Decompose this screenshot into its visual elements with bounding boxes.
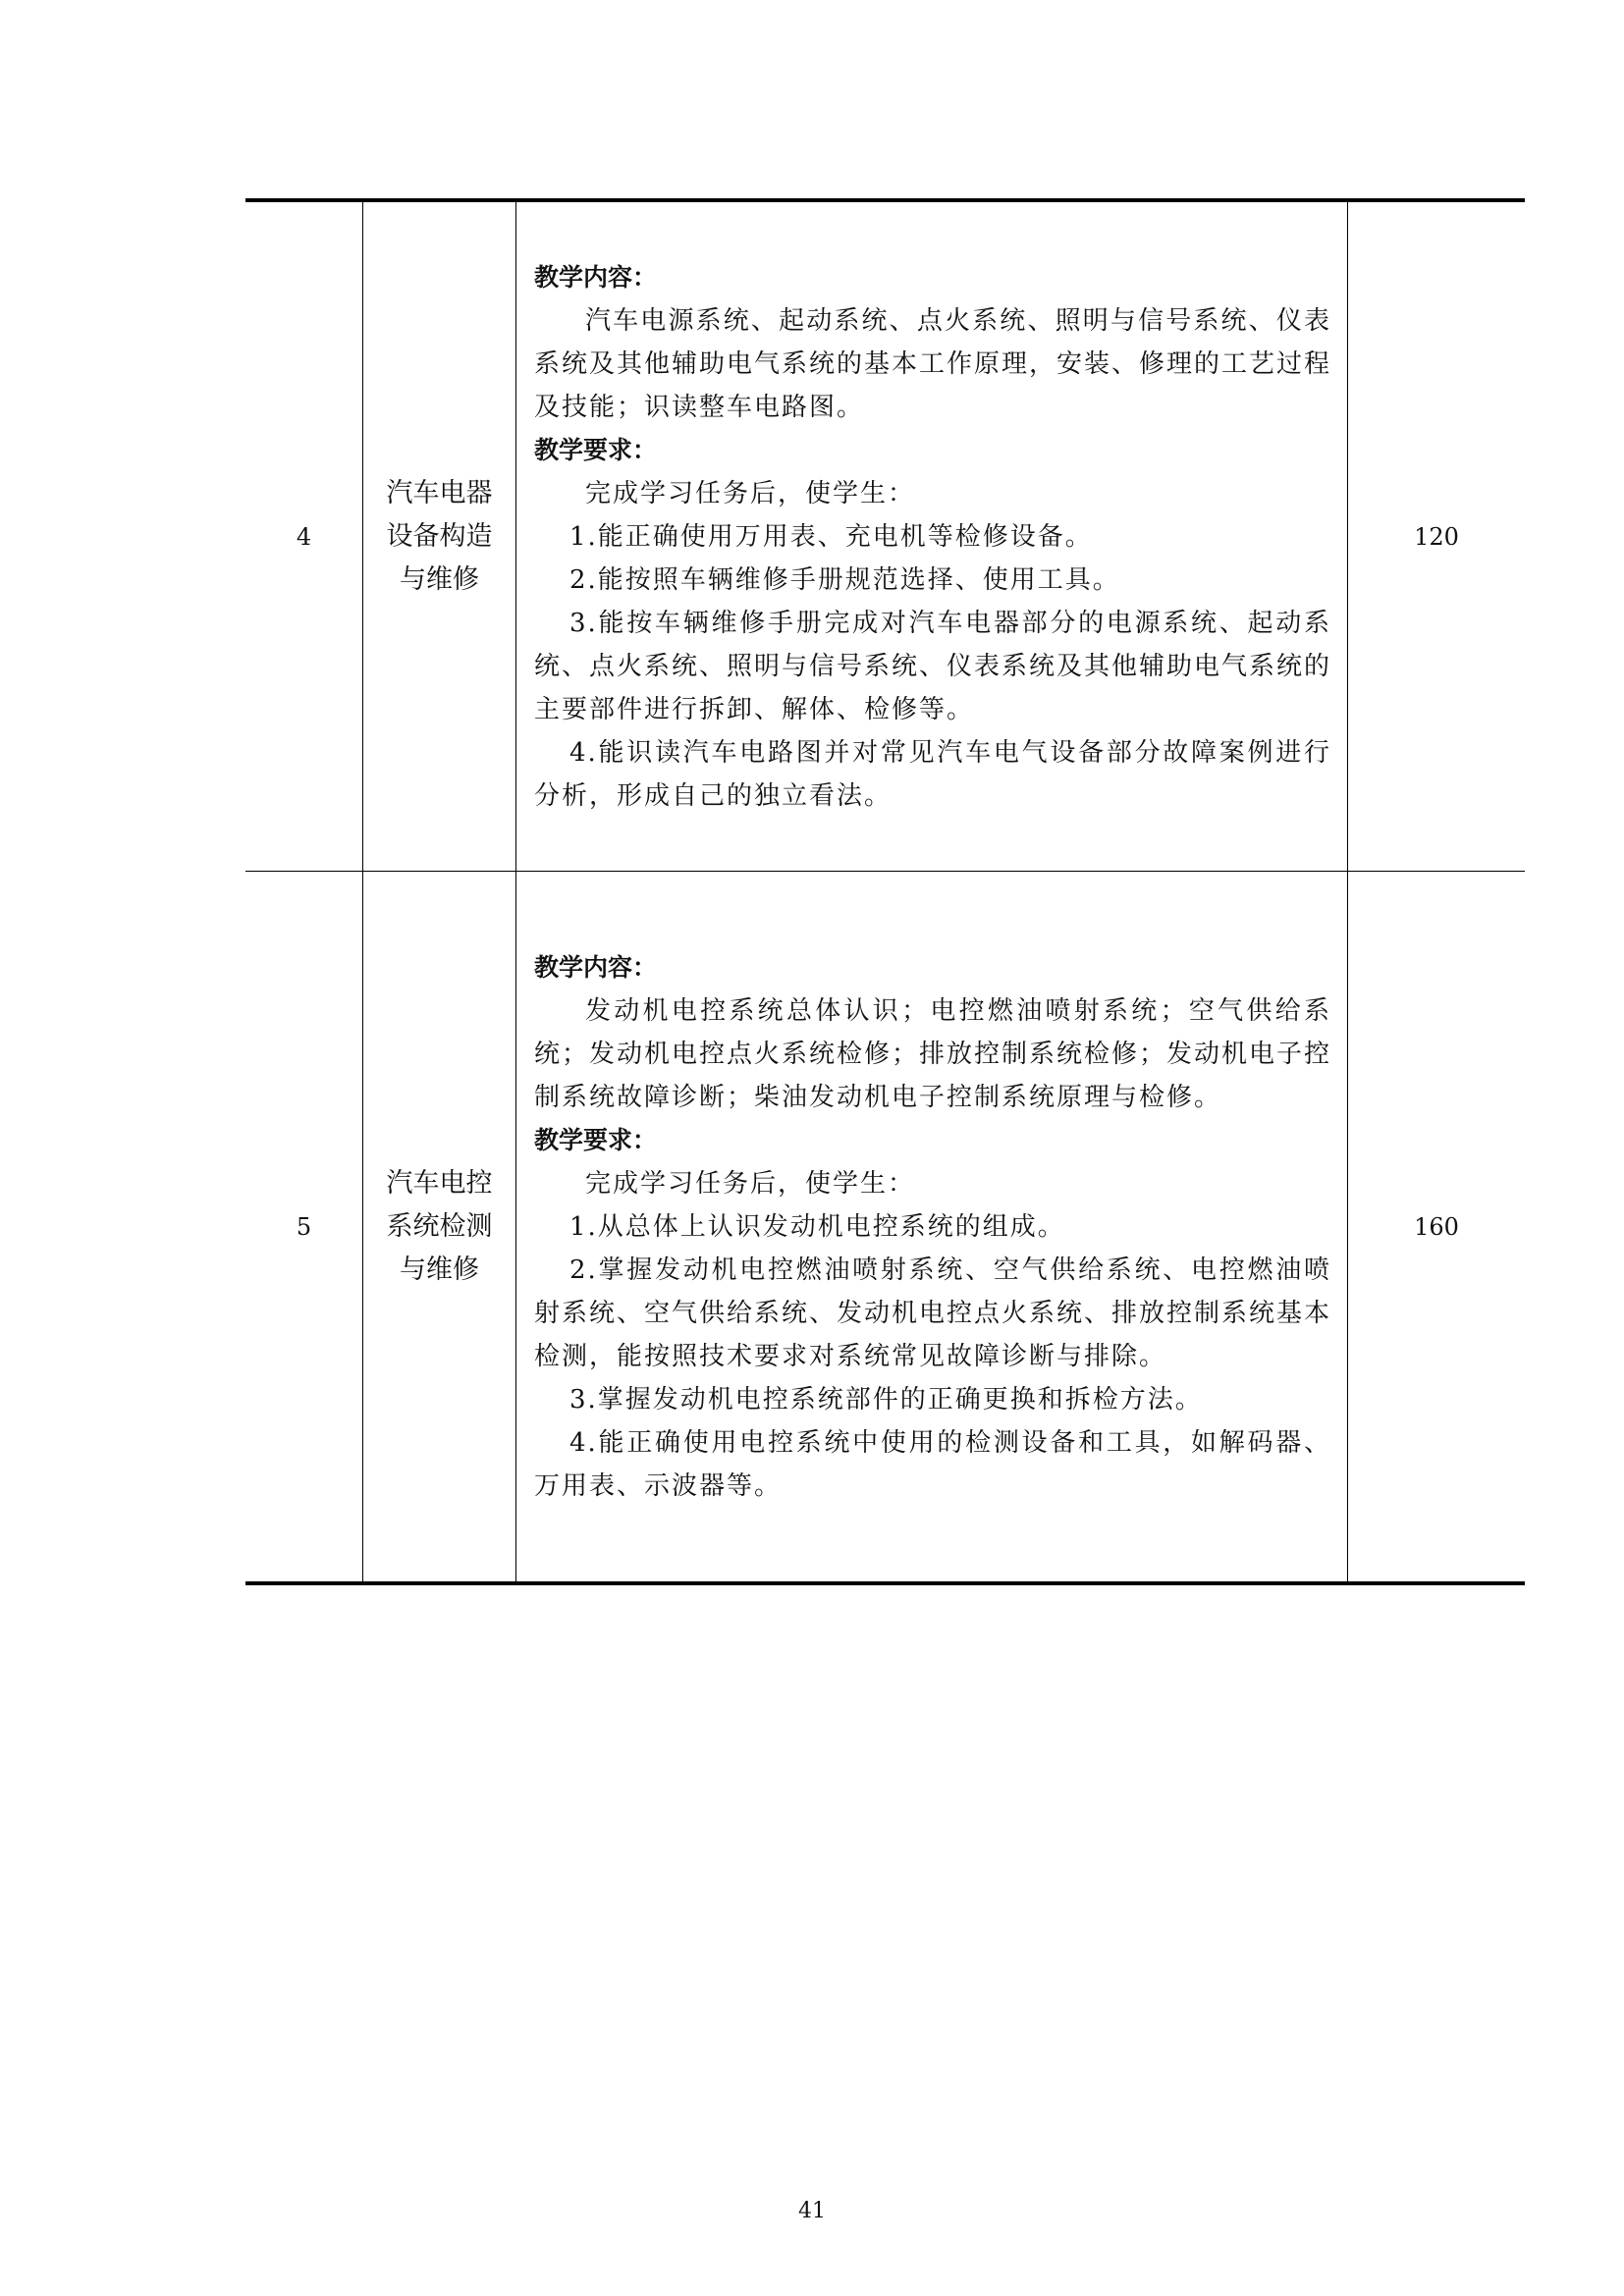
course-seq: 4: [245, 200, 363, 872]
requirement-intro: 完成学习任务后，使学生：: [585, 478, 916, 508]
requirement-item: 1.从总体上认识发动机电控系统的组成。: [569, 1211, 1065, 1242]
course-table: [245, 198, 1525, 1585]
course-name-line: 设备构造: [386, 520, 493, 552]
requirement-item: 3.掌握发动机电控系统部件的正确更换和拆检方法。: [569, 1384, 1203, 1415]
table-row: [245, 200, 1525, 872]
requirement-intro: 完成学习任务后，使学生：: [585, 1168, 916, 1199]
course-content: [516, 200, 1348, 872]
content-heading: 教学内容：: [534, 952, 658, 982]
course-hours: 160: [1348, 872, 1526, 1584]
course-name-line: 与维修: [400, 563, 479, 595]
course-name-line: 汽车电控: [386, 1167, 493, 1199]
requirement-item: 4.能正确使用电控系统中使用的检测设备和工具，如解码器、万用表、示波器等。: [534, 1427, 1331, 1501]
content-text: 汽车电源系统、起动系统、点火系统、照明与信号系统、仪表系统及其他辅助电气系统的基本工作原理，安装、修理的工艺过程及技能；识读整车电路图。: [534, 305, 1332, 422]
requirement-item: 1.能正确使用万用表、充电机等检修设备。: [569, 521, 1093, 552]
table-row: [245, 872, 1525, 1584]
course-name-line: 系统检测: [386, 1210, 493, 1242]
course-name: [363, 872, 516, 1584]
content-text: 发动机电控系统总体认识；电控燃油喷射系统；空气供给系统；发动机电控点火系统检修；排放控制系统检修；发动机电子控制系统故障诊断；柴油发动机电子控制系统原理与检修。: [534, 995, 1332, 1112]
requirement-item: 3.能按车辆维修手册完成对汽车电器部分的电源系统、起动系统、点火系统、照明与信号系统、仪表系统及其他辅助电气系统的主要部件进行拆卸、解体、检修等。: [534, 608, 1332, 724]
course-seq: 5: [245, 872, 363, 1584]
course-name: [363, 200, 516, 872]
requirement-item: 4.能识读汽车电路图并对常见汽车电气设备部分故障案例进行分析，形成自己的独立看法。: [534, 737, 1331, 811]
requirement-heading: 教学要求：: [534, 1125, 658, 1154]
requirement-item: 2.能按照车辆维修手册规范选择、使用工具。: [569, 564, 1120, 595]
course-name-line: 汽车电器: [386, 477, 493, 508]
course-name-line: 与维修: [400, 1254, 479, 1285]
requirement-heading: 教学要求：: [534, 435, 658, 464]
course-content: [516, 872, 1348, 1584]
requirement-item: 2.掌握发动机电控燃油喷射系统、空气供给系统、电控燃油喷射系统、空气供给系统、发动机电控点火系统、排放控制系统基本检测，能按照技术要求对系统常见故障诊断与排除。: [534, 1255, 1332, 1371]
page-number: 41: [798, 2199, 826, 2223]
course-hours: 120: [1348, 200, 1526, 872]
content-heading: 教学内容：: [534, 262, 658, 292]
